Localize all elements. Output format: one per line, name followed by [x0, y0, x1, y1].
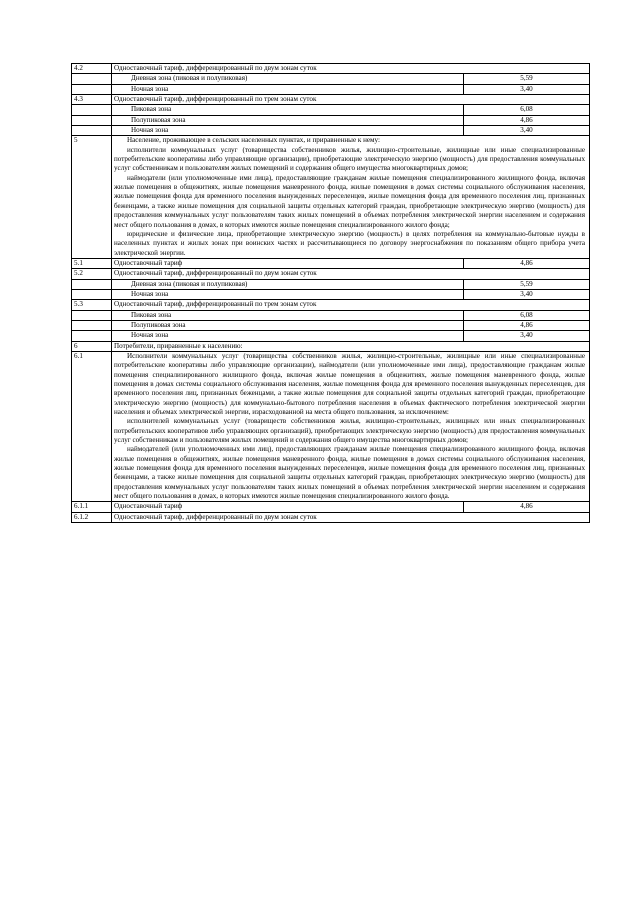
tariff-value: 5,59 — [464, 279, 590, 289]
paragraph: наймодателей (или уполномоченных ими лиц), предоставляющих гражданам жилые помещения специализированного жилищного фонда, включая жилые помещения в общежитиях, жилые помещения маневренного фонда, жилые помещения в домах системы социального обслуживания населения, жилые помещения фонда для временного поселения вынужденных переселенцев, жилые помещения фонда для временного поселения лиц, признанных беженцами, а также жилые помещения для социальной защиты отдельных категорий граждан, приобретающих электрическую энергию (мощность) для предоставления коммунальных услуг пользователям таких жилых помещений в объемах потребления электрической энергии населением и содержания мест общего пользования в домах, в которых имеются жилые помещения специализированного жилого фонда. — [114, 445, 585, 501]
table-row — [72, 136, 590, 258]
table-row — [72, 351, 590, 502]
tariff-value: 4,86 — [464, 258, 590, 268]
table-row — [72, 331, 590, 341]
row-text: Одноставочный тариф, дифференцированный по двум зонам суток — [112, 269, 590, 279]
paragraph: наймодатели (или уполномоченные ими лица), предоставляющие гражданам жилые помещения специализированного жилищного фонда, включая жилые помещения в общежитиях, жилые помещения маневренного фонда, жилые помещения в домах системы социального обслуживания населения, жилые помещения фонда для временного поселения вынужденных переселенцев, жилые помещения фонда для временного поселения лиц, признанных беженцами, а также жилые помещения для социальной защиты отдельных категорий граждан, приобретающие электрическую энергию (мощность) для предоставления коммунальных услуг пользователям таких жилых помещений в объемах потребления электрической энергии населением и содержания мест общего пользования в домах, в которых имеются жилые помещения специализированного жилого фонда; — [114, 173, 585, 229]
row-text: Потребители, приравненные к населению: — [112, 341, 590, 351]
row-number: 6.1.1 — [72, 502, 112, 512]
table-row — [72, 300, 590, 310]
section-title: Население, проживающее в сельских населенных пунктах, и приравненные к нему: — [127, 136, 380, 145]
row-text: Одноставочный тариф, дифференцированный по двум зонам суток — [112, 512, 590, 522]
table-row — [72, 289, 590, 299]
section-description — [112, 136, 590, 258]
zone-label: Ночная зона — [112, 289, 464, 299]
table-row — [72, 341, 590, 351]
table-row — [72, 126, 590, 136]
table-row — [72, 258, 590, 268]
table-row — [72, 95, 590, 105]
row-text: Одноставочный тариф, дифференцированный по трем зонам суток — [112, 95, 590, 105]
tariff-value: 6,08 — [464, 105, 590, 115]
section-description — [112, 351, 590, 502]
table-row — [72, 502, 590, 512]
table-row — [72, 74, 590, 84]
row-number: 6 — [72, 341, 112, 351]
row-number: 6.1.2 — [72, 512, 112, 522]
zone-label: Пиковая зона — [112, 105, 464, 115]
row-number: 4.3 — [72, 95, 112, 105]
row-text: Одноставочный тариф, дифференцированный по двум зонам суток — [112, 64, 590, 74]
zone-label: Полупиковая зона — [112, 320, 464, 330]
table-row — [72, 105, 590, 115]
table-row — [72, 269, 590, 279]
table-row — [72, 512, 590, 522]
tariff-value: 6,08 — [464, 310, 590, 320]
row-number: 5.2 — [72, 269, 112, 279]
paragraph: Исполнители коммунальных услуг (товарищества собственников жилья, жилищно-строительные, жилищные или иные специализированные потребительские кооперативы либо управляющие организации), наймодатели (или уполномоченные ими лица), предоставляющие гражданам жилые помещения специализированного жилищного фонда, включая жилые помещения в общежитиях, жилые помещения маневренного фонда, жилые помещения в домах системы социального обслуживания населения, жилые помещения фонда для временного поселения вынужденных переселенцев, для временного поселения лиц, признанных беженцами, а также жилые помещения для социальной защиты отдельных категорий граждан, приобретающие электрическую энергию (мощность) для коммунально-бытового потребления населения в объемах фактического потребления электрической энергии населения и объемах электрической энергии, израсходованной на места общего пользования, за исключением: — [114, 351, 585, 417]
paragraph: исполнители коммунальных услуг (товарищества собственников жилья, жилищно-строительные, жилищные или иные специализированные потребительские кооперативы либо управляющие организации), приобретающие электрическую энергию (мощность) для предоставления коммунальных услуг собственникам и пользователям жилых помещений и содержания общего имущества многоквартирных домов; — [114, 145, 585, 173]
tariff-value: 4,86 — [464, 320, 590, 330]
paragraph: юридические и физические лица, приобретающие электрическую энергию (мощность) в целях потребления на коммунально-бытовые нужды в населенных пунктах и жилых зонах при воинских частях и рассчитывающиеся по договору энергоснабжения по показаниям общего прибора учета электрической энергии. — [114, 229, 585, 257]
zone-label: Ночная зона — [112, 331, 464, 341]
tariff-value: 5,59 — [464, 74, 590, 84]
zone-label: Полупиковая зона — [112, 115, 464, 125]
table-row — [72, 310, 590, 320]
tariff-table — [71, 63, 590, 523]
zone-label: Пиковая зона — [112, 310, 464, 320]
tariff-value: 3,40 — [464, 84, 590, 94]
tariff-value: 4,86 — [464, 115, 590, 125]
row-number: 4.2 — [72, 64, 112, 74]
tariff-value: 3,40 — [464, 126, 590, 136]
row-text: Одноставочный тариф — [112, 502, 464, 512]
table-row — [72, 279, 590, 289]
row-text: Одноставочный тариф — [112, 258, 464, 268]
tariff-value: 3,40 — [464, 289, 590, 299]
row-number: 5 — [72, 136, 112, 258]
zone-label: Ночная зона — [112, 126, 464, 136]
zone-label: Дневная зона (пиковая и полупиковая) — [112, 279, 464, 289]
zone-label: Ночная зона — [112, 84, 464, 94]
zone-label: Дневная зона (пиковая и полупиковая) — [112, 74, 464, 84]
row-number: 6.1 — [72, 351, 112, 502]
table-row — [72, 84, 590, 94]
table-row — [72, 320, 590, 330]
row-text: Одноставочный тариф, дифференцированный по трем зонам суток — [112, 300, 590, 310]
table-row — [72, 115, 590, 125]
tariff-value: 4,86 — [464, 502, 590, 512]
row-number: 5.3 — [72, 300, 112, 310]
paragraph: исполнителей коммунальных услуг (товариществ собственников жилья, жилищно-строительных, жилищных или иных специализированных потребительских кооперативов либо управляющих организаций), приобретающих электрическую энергию (мощность) для предоставления коммунальных услуг собственникам и пользователям жилых помещений и содержания общего имущества многоквартирных домов; — [114, 417, 585, 445]
table-row — [72, 64, 590, 74]
tariff-value: 3,40 — [464, 331, 590, 341]
row-number: 5.1 — [72, 258, 112, 268]
